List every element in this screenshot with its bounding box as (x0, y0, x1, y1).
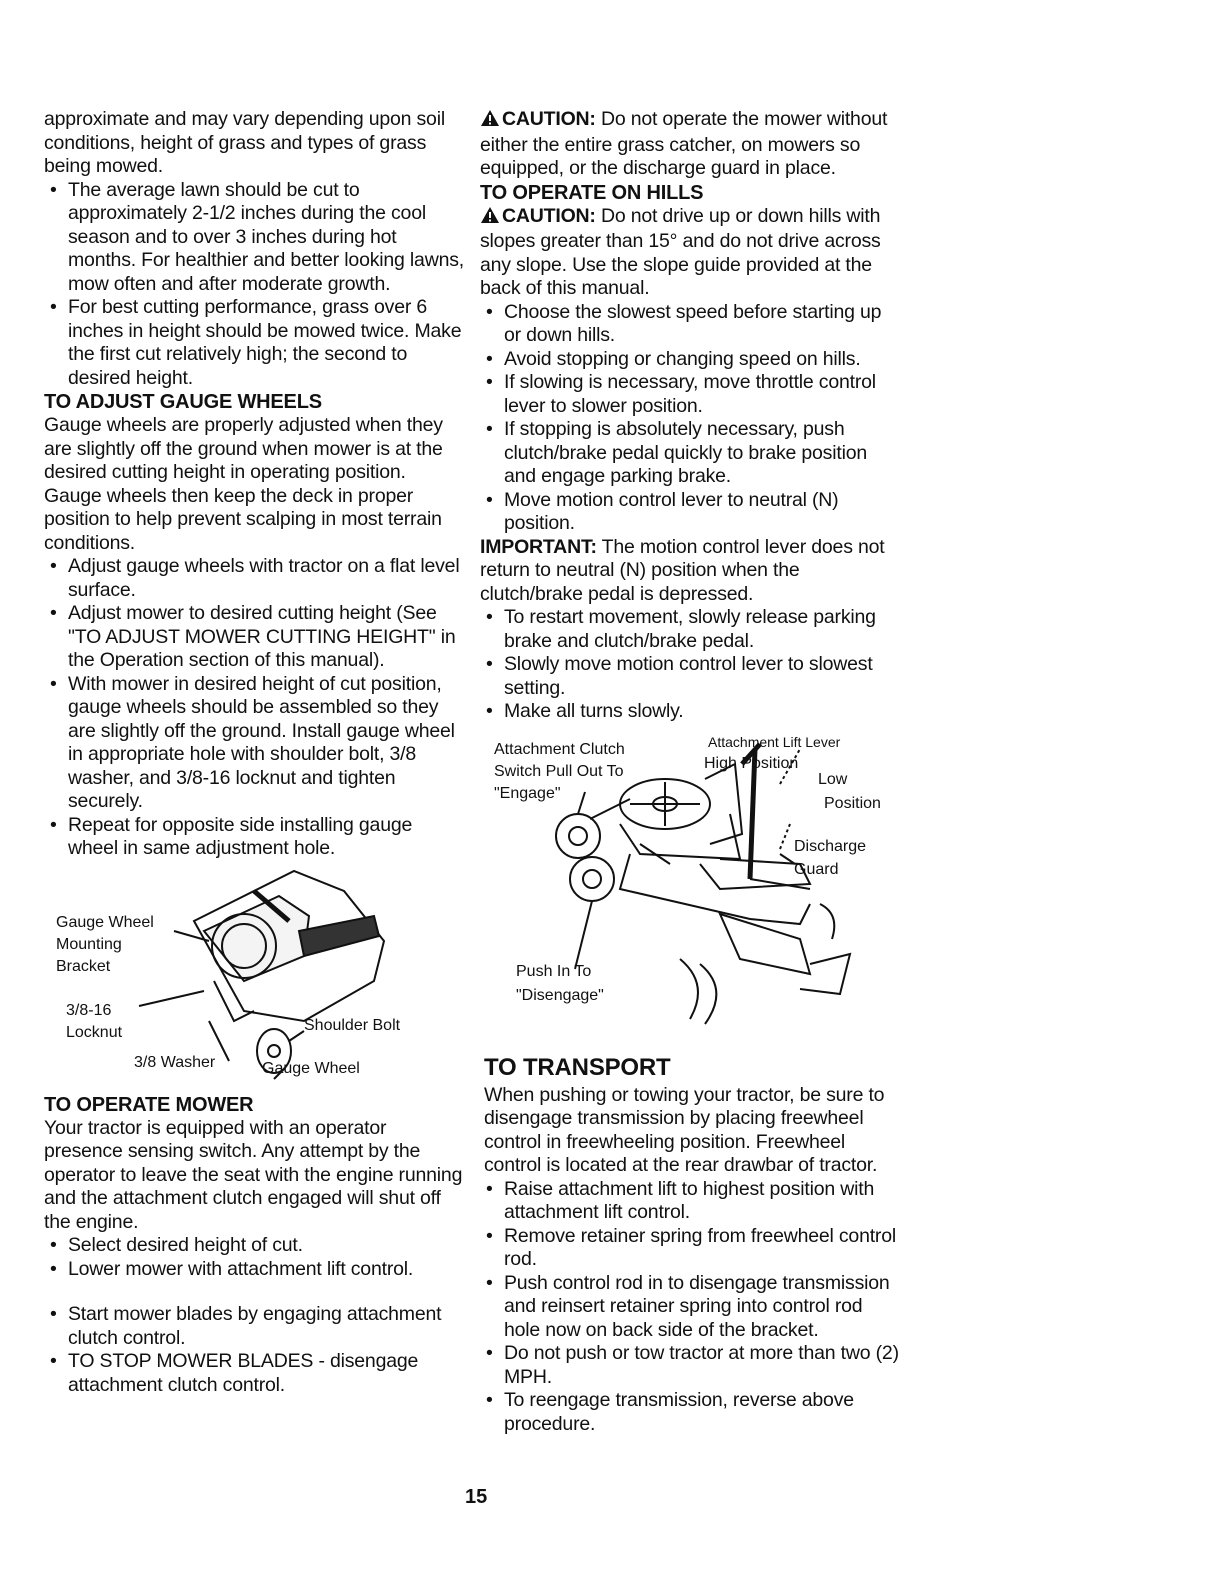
caution-text: Do not drive up or down hills with slopes greater than 15° and do not drive across any slope. Use the slope guide provided at the back of this manual. (480, 204, 881, 299)
list-item: • TO STOP MOWER BLADES - disengage attachment clutch control. (44, 1350, 464, 1397)
figure-label-bracket: Gauge Wheel (56, 913, 154, 931)
figure-label-clutch: Attachment Clutch (494, 740, 625, 758)
hills-heading: TO OPERATE ON HILLS (480, 181, 704, 204)
tractor-controls-illustration (480, 724, 900, 1042)
list-item: • Slowly move motion control lever to slowest setting. (480, 653, 900, 700)
figure-label-lift-lever: Attachment Lift Lever (708, 733, 841, 750)
figure-label-discharge-guard: Discharge (794, 837, 867, 855)
list-item: • Remove retainer spring from freewheel control rod. (480, 1225, 900, 1272)
operate-mower-paragraph: Your tractor is equipped with an operator presence sensing switch. Any attempt by the operator to leave the seat with the engine running and the attachment clutch engaged will shut off the engine. (44, 1116, 463, 1233)
operate-mower-bullet-list-2 (44, 1303, 464, 1397)
list-item: • Adjust mower to desired cutting height (See "TO ADJUST MOWER CUTTING HEIGHT" in the Operation section of this manual). (44, 602, 464, 673)
spacer (44, 1281, 464, 1303)
list-item: • If slowing is necessary, move throttle control lever to slower position. (480, 371, 900, 418)
left-column (44, 108, 464, 1397)
gauge-wheels-bullet-list (44, 555, 464, 861)
figure-label-locknut: Locknut (66, 1023, 123, 1041)
caution-text: Do not operate the mower without either the entire grass catcher, on mowers so equipped, or the discharge guard in place. (480, 108, 888, 179)
figure-label-push-in: Push In To (516, 962, 592, 980)
list-item: • Adjust gauge wheels with tractor on a flat level surface. (44, 555, 464, 602)
warning-triangle-icon (480, 206, 502, 231)
gauge-wheels-heading: TO ADJUST GAUGE WHEELS (44, 391, 322, 413)
list-item: • Avoid stopping or changing speed on hills. (480, 348, 900, 372)
transport-heading: TO TRANSPORT (484, 1053, 671, 1081)
figure-label-clutch: Switch Pull Out To (494, 762, 624, 780)
figure-label-bracket: Mounting (56, 935, 122, 953)
figure-label-low-position: Low (818, 770, 848, 788)
figure-label-locknut: 3/8-16 (66, 1001, 112, 1019)
list-item: • The average lawn should be cut to approximately 2-1/2 inches during the cool season and to over 3 inches during hot months. For healthier and better looking lawns, mow often and after moderate growth. (44, 179, 464, 297)
list-item: • Repeat for opposite side installing gauge wheel in same adjustment hole. (44, 814, 464, 861)
page-number: 15 (465, 1486, 488, 1508)
list-item: • Select desired height of cut. (44, 1234, 464, 1258)
list-item: • If stopping is absolutely necessary, push clutch/brake pedal quickly to brake position and engage parking brake. (480, 418, 900, 489)
list-item: • Move motion control lever to neutral (N) position. (480, 489, 900, 536)
figure-label-bracket: Bracket (56, 957, 111, 975)
important-note (480, 536, 900, 607)
figure-label-shoulder-bolt: Shoulder Bolt (304, 1016, 401, 1034)
intro-paragraph: approximate and may vary depending upon soil conditions, height of grass and types of grass being mowed. (44, 108, 445, 177)
important-label: IMPORTANT: (480, 535, 597, 558)
list-item: • To reengage transmission, reverse above procedure. (480, 1389, 900, 1436)
figure-label-push-in: "Disengage" (516, 986, 604, 1004)
list-item: • With mower in desired height of cut position, gauge wheels should be assembled so they are slightly off the ground. Install gauge wheel in appropriate hole with shoulder bolt, 3/8 washer, and 3/8-16 locknut and tighten securely. (44, 673, 464, 814)
list-item: • For best cutting performance, grass over 6 inches in height should be mowed twice. Make the first cut relatively high; the second to desired height. (44, 296, 464, 390)
figure-label-gauge-wheel: Gauge Wheel (262, 1059, 360, 1077)
list-item: • Raise attachment lift to highest position with attachment lift control. (480, 1178, 900, 1225)
right-column (480, 108, 900, 1436)
caution-label: CAUTION: (502, 204, 596, 227)
important-text: The motion control lever does not return to neutral (N) position when the clutch/brake pedal is depressed. (480, 535, 885, 605)
caution-discharge-guard (480, 108, 900, 181)
hills-bullet-list (480, 301, 900, 536)
figure-label-discharge-guard: Guard (794, 860, 839, 878)
figure-label-low-position: Position (824, 794, 881, 812)
list-item: • To restart movement, slowly release parking brake and clutch/brake pedal. (480, 606, 900, 653)
list-item: • Start mower blades by engaging attachment clutch control. (44, 1303, 464, 1350)
list-item: • Push control rod in to disengage transmission and reinsert retainer spring into control rod hole now on back side of the bracket. (480, 1272, 900, 1343)
list-item: • Choose the slowest speed before starting up or down hills. (480, 301, 900, 348)
caution-label: CAUTION: (502, 108, 596, 130)
list-item: • Make all turns slowly. (480, 700, 900, 724)
list-item: • Do not push or tow tractor at more than two (2) MPH. (480, 1342, 900, 1389)
caution-hills (480, 205, 900, 301)
figure-label-clutch: "Engage" (494, 784, 561, 802)
figure-label-lift-lever: High Position (704, 754, 799, 772)
operate-mower-bullet-list (44, 1234, 464, 1281)
figure-label-washer: 3/8 Washer (134, 1053, 216, 1071)
transport-bullet-list (480, 1178, 900, 1437)
transport-paragraph: When pushing or towing your tractor, be sure to disengage transmission by placing freewheel control in freewheeling position. Freewheel control is located at the rear drawbar of tractor. (484, 1083, 885, 1176)
warning-triangle-icon (480, 109, 502, 134)
intro-bullet-list (44, 179, 464, 391)
operate-mower-heading: TO OPERATE MOWER (44, 1093, 254, 1116)
gauge-wheels-paragraph: Gauge wheels are properly adjusted when they are slightly off the ground when mower is at the desired cutting height in operating position. Gauge wheels then keep the deck in proper position to help prevent scalping in most terrain conditions. (44, 414, 443, 554)
gauge-wheel-illustration (44, 861, 464, 1085)
list-item: • Lower mower with attachment lift control. (44, 1258, 464, 1282)
hills-bullet-list-2 (480, 606, 900, 724)
